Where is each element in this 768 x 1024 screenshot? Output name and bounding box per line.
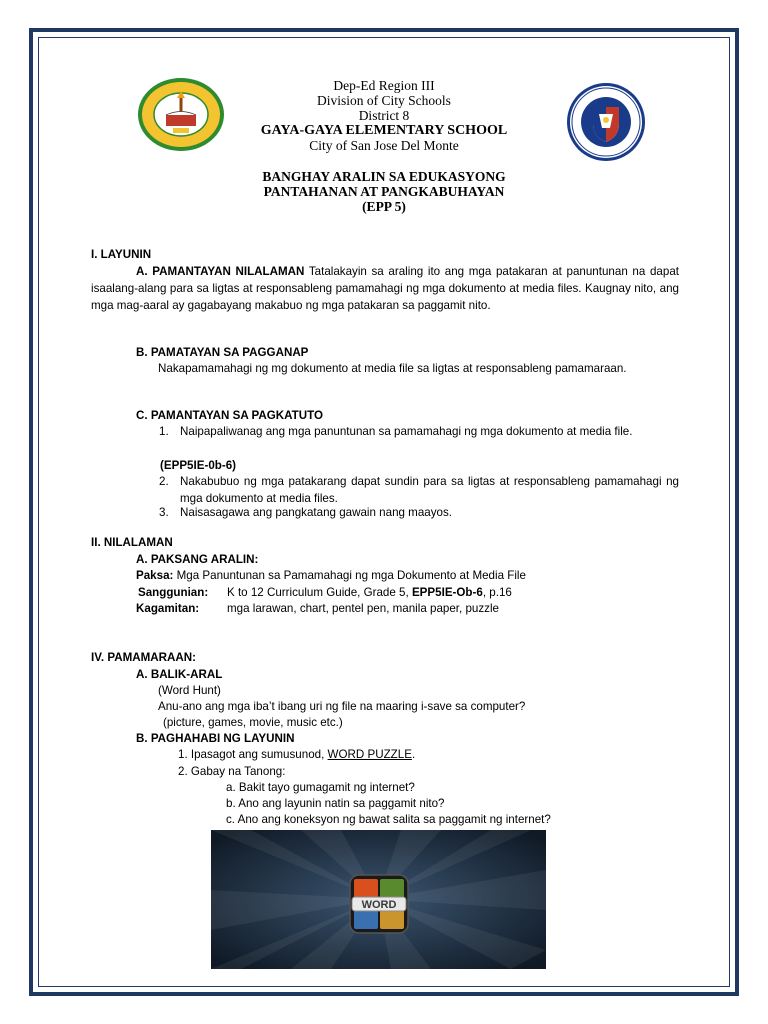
guide-question: a. Bakit tayo gumagamit ng internet? bbox=[226, 781, 415, 794]
word-hunt-note: (Word Hunt) bbox=[158, 684, 221, 697]
guide-question: c. Ano ang koneksyon ng bawat salita sa paggamit ng internet? bbox=[226, 813, 551, 826]
balik-aral-heading: A. BALIK-ARAL bbox=[136, 668, 223, 681]
guide-question: b. Ano ang layunin natin sa paggamit nito? bbox=[226, 797, 445, 810]
sanggunian-code: EPP5IE-Ob-6 bbox=[411, 586, 483, 599]
list-item-number: 3. bbox=[159, 506, 169, 519]
step-1-text: 1. Ipasagot ang sumusunod, bbox=[178, 748, 328, 761]
school-name: GAYA-GAYA ELEMENTARY SCHOOL bbox=[260, 123, 508, 138]
balik-aral-examples: (picture, games, movie, music etc.) bbox=[163, 716, 343, 729]
section-a-label: A. PAMANTAYAN NILALAMAN bbox=[136, 265, 305, 278]
sanggunian-label: Sanggunian: bbox=[138, 586, 209, 599]
list-item-text: Naipapaliwanag ang mga panuntunan sa pamamahagi ng mga dokumento at media file. bbox=[180, 425, 633, 438]
deped-seal-logo bbox=[566, 82, 646, 162]
document-title bbox=[200, 169, 568, 214]
list-item-text: Nakabubuo ng mga patakarang dapat sundin para sa ligtas at responsableng pamamahagi ng mga dokumento at media files. bbox=[180, 475, 679, 505]
word-puzzle-image bbox=[211, 830, 546, 969]
paksang-aralin-heading: A. PAKSANG ARALIN: bbox=[136, 553, 259, 566]
title-line-2: PANTAHANAN AT PANGKABUHAYAN bbox=[263, 184, 505, 199]
paksa-text: Mga Panuntunan sa Pamamahagi ng mga Dokumento at Media File bbox=[176, 569, 526, 582]
step-1 bbox=[178, 746, 679, 763]
section-a-paragraph bbox=[91, 263, 679, 314]
region-line: Dep-Ed Region III bbox=[333, 78, 435, 93]
list-item-text: Naisasagawa ang pangkatang gawain nang maayos. bbox=[180, 506, 453, 519]
section-b-text: Nakapamamahagi ng mg dokumento at media file sa ligtas at responsableng pamamaraan. bbox=[158, 362, 627, 375]
list-item-number: 2. bbox=[159, 475, 169, 488]
kagamitan-label: Kagamitan: bbox=[136, 602, 200, 615]
division-line: Division of City Schools bbox=[317, 93, 451, 108]
title-line-3: (EPP 5) bbox=[362, 199, 406, 214]
balik-aral-question: Anu-ano ang mga iba’t ibang uri ng file na maaring i-save sa computer? bbox=[158, 700, 526, 713]
kagamitan-row bbox=[136, 600, 679, 617]
list-item-number: 1. bbox=[159, 425, 169, 438]
sanggunian-text: K to 12 Curriculum Guide, Grade 5, bbox=[227, 586, 412, 599]
section-a-text: Tatalakayin sa araling ito ang mga patakaran at panuntunan na dapat isaalang-alang para sa ligtas at responsableng pamamahagi ng mga dokumento at media files. Kaugnay nito, ang mga mag-aaral ay gagabayang makabuo ng mga patakaran sa paggamit nito. bbox=[91, 265, 679, 312]
paghahabi-heading: B. PAGHAHABI NG LAYUNIN bbox=[136, 732, 295, 745]
word-logo-text: WORD bbox=[361, 899, 397, 911]
step-2: 2. Gabay na Tanong: bbox=[178, 765, 286, 778]
sanggunian-row bbox=[138, 584, 679, 601]
section-nilalaman-heading: II. NILALAMAN bbox=[91, 536, 173, 549]
section-pamamaraan-heading: IV. PAMAMARAAN: bbox=[91, 651, 196, 664]
section-b-heading: B. PAMATAYAN SA PAGGANAP bbox=[136, 346, 309, 359]
letterhead bbox=[200, 78, 568, 153]
word-puzzle-link: WORD PUZZLE bbox=[327, 748, 412, 761]
competency-code: (EPP5IE-0b-6) bbox=[160, 459, 237, 472]
paksa-label: Paksa: bbox=[136, 569, 174, 582]
word-puzzle-graphic bbox=[211, 830, 546, 969]
district-line: District 8 bbox=[358, 108, 410, 123]
section-c-heading: C. PAMANTAYAN SA PAGKATUTO bbox=[136, 409, 324, 422]
title-line-1: BANGHAY ARALIN SA EDUKASYONG bbox=[262, 169, 506, 184]
step-1-period: . bbox=[411, 748, 416, 761]
section-layunin-heading: I. LAYUNIN bbox=[91, 248, 152, 261]
paksa-row bbox=[136, 567, 679, 584]
sanggunian-page: , p.16 bbox=[482, 586, 512, 599]
kagamitan-text: mga larawan, chart, pentel pen, manila paper, puzzle bbox=[227, 602, 499, 615]
city-line: City of San Jose Del Monte bbox=[309, 138, 459, 153]
